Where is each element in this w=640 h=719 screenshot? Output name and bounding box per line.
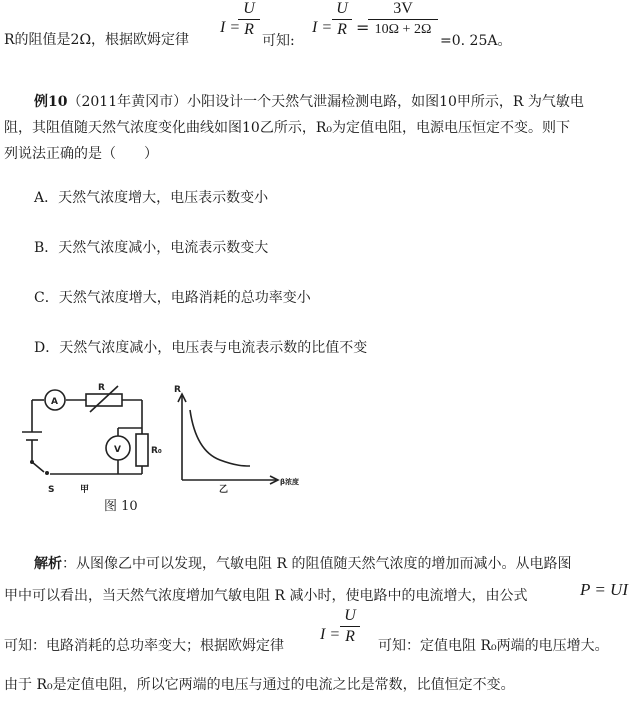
- top-fraction-3: 3V 10Ω + 2Ω: [368, 0, 438, 39]
- option-b: B．天然气浓度减小，电流表示数变大: [34, 240, 269, 256]
- analysis-line-3a: 可知：电路消耗的总功率变大；根据欧姆定律: [4, 638, 284, 654]
- top-fraction-2: U R: [332, 0, 352, 39]
- top-i-eq-2: I =: [312, 19, 333, 36]
- analysis-fraction: U R: [340, 607, 360, 646]
- ammeter-label: A: [51, 397, 58, 407]
- example-label: 例10: [34, 94, 68, 110]
- switch-contact: [45, 471, 49, 475]
- example-text-1: （2011年黄冈市）小阳设计一个天然气泄漏检测电路，如图10甲所示，R 为气敏电: [67, 94, 584, 110]
- top-fraction-1: U R: [238, 0, 260, 39]
- analysis-i-eq: I =: [320, 626, 341, 643]
- circuit-diagram: [22, 386, 148, 474]
- analysis-formula-p: P = UI: [580, 580, 628, 599]
- analysis-label: 解析: [34, 556, 62, 572]
- option-a: A．天然气浓度增大，电压表示数变小: [34, 190, 269, 206]
- analysis-text-1: ：从图像乙中可以发现，气敏电阻 R 的阻值随天然气浓度的增加而减小。从电路图: [62, 556, 572, 572]
- circuit-jia-label: 甲: [80, 485, 90, 495]
- graph-yi: [178, 394, 278, 484]
- analysis-line-1: [34, 554, 571, 574]
- analysis-line-2: 甲中可以看出，当天然气浓度增加气敏电阻 R 减小时，使电路中的电流增大，由公式: [4, 588, 528, 604]
- figure-caption: 图 10: [104, 499, 138, 514]
- switch-pivot: [30, 460, 34, 464]
- switch-lever: [32, 462, 44, 472]
- option-c: C．天然气浓度增大，电路消耗的总功率变小: [34, 290, 311, 306]
- example-line-3: 列说法正确的是（ ）: [4, 146, 158, 162]
- graph-x-label: β浓度: [280, 478, 300, 486]
- top-result: =0. 25A。: [440, 33, 512, 49]
- example-line-2: 阻，其阻值随天然气浓度变化曲线如图10乙所示，R₀为定值电阻，电源电压恒定不变。则下: [4, 120, 570, 136]
- resistor-r0: [136, 434, 148, 466]
- option-d: D．天然气浓度减小，电压表与电流表示数的比值不变: [34, 340, 368, 356]
- graph-curve: [190, 410, 250, 466]
- top-i-eq-1: I =: [220, 19, 241, 36]
- graph-y-label: R: [174, 385, 181, 395]
- top-mid-text: 可知:: [262, 33, 295, 49]
- switch-label: S: [48, 485, 55, 495]
- example-line-1: [34, 92, 584, 112]
- top-eq-sign: =: [356, 18, 370, 37]
- voltmeter-label: V: [114, 445, 121, 455]
- resistor-r-label: R: [98, 383, 105, 393]
- resistor-r0-label: R₀: [151, 446, 162, 456]
- figure-10: [14, 380, 314, 520]
- graph-yi-label: 乙: [219, 485, 229, 495]
- analysis-line-3b: 可知：定值电阻 R₀两端的电压增大。: [378, 638, 609, 654]
- top-formula-prefix: R的阻值是2Ω，根据欧姆定律: [4, 32, 190, 48]
- analysis-line-4: 由于 R₀是定值电阻，所以它两端的电压与通过的电流之比是常数，比值恒定不变。: [4, 677, 515, 693]
